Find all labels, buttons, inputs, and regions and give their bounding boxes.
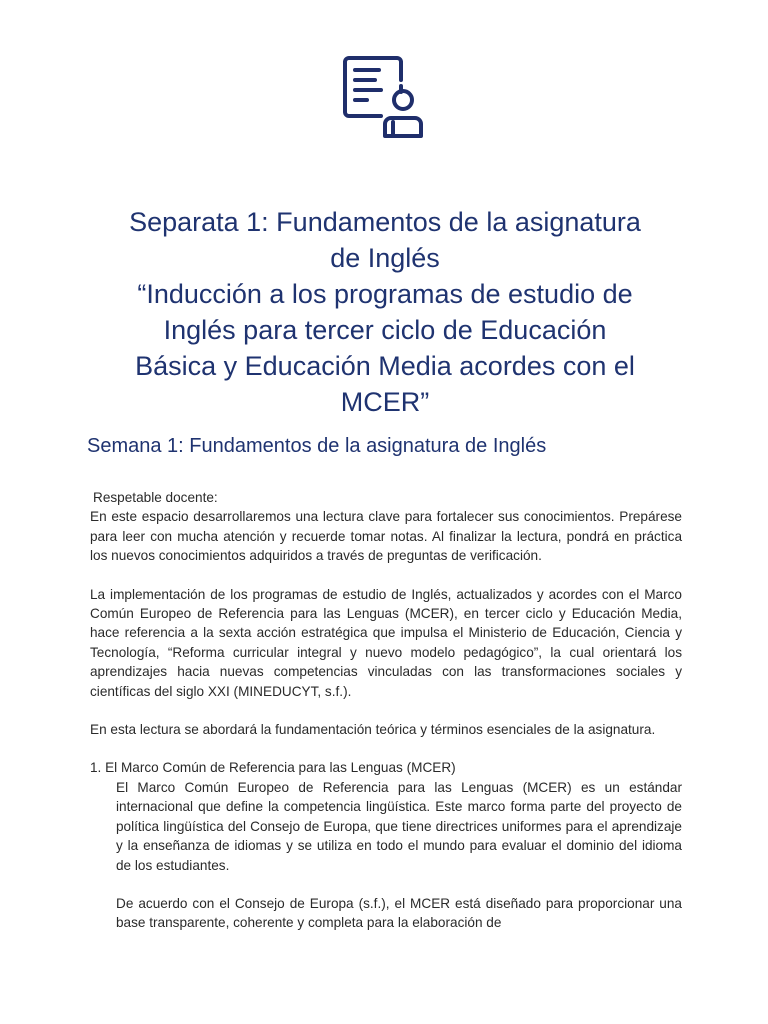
- greeting: Respetable docente:: [93, 490, 218, 505]
- title-line-1: Separata 1: Fundamentos de la asignatura: [129, 207, 641, 237]
- title-line-5: Básica y Educación Media acordes con el: [135, 351, 635, 381]
- document-title: [70, 204, 700, 420]
- section-body-mcer: [90, 778, 682, 933]
- mcer-definition-paragraph: El Marco Común Europeo de Referencia para las Lenguas (MCER) es un estándar internacional que define la competencia lingüística. Este marco forma parte del proyecto de política lingüística del Consejo de Europa, que tiene directrices uniformes para el aprendizaje y la enseñanza de idiomas y se utiliza en todo el mundo para evaluar el dominio del idioma de los estudiantes.: [116, 779, 682, 873]
- reading-scope-paragraph: En esta lectura se abordará la fundamentación teórica y términos esenciales de la asignatura.: [90, 722, 656, 738]
- document-reader-icon: [341, 56, 425, 140]
- title-line-2: de Inglés: [330, 243, 440, 273]
- document-body: [90, 488, 682, 933]
- section-heading-mcer: 1. El Marco Común de Referencia para las Lenguas (MCER): [90, 760, 456, 776]
- mcer-council-paragraph: De acuerdo con el Consejo de Europa (s.f.), el MCER está diseñado para proporcionar una base transparente, coherente y completa para la elaboración de: [116, 895, 682, 931]
- week-subtitle: Semana 1: Fundamentos de la asignatura de Inglés: [87, 435, 547, 457]
- title-line-4: Inglés para tercer ciclo de Educación: [163, 315, 607, 345]
- implementation-paragraph: La implementación de los programas de estudio de Inglés, actualizados y acordes con el Marco Común Europeo de Referencia para las Lenguas (MCER), en tercer ciclo y Educación Media, hace referencia a la sexta acción estratégica que impulsa el Ministerio de Educación, Ciencia y Tecnología, “Reforma curricular integral y nuevo modelo pedagógico”, la cual orientará los aprendizajes hacia nuevas competencias vinculadas con las transformaciones sociales y científicas del siglo XXI (MINEDUCYT, s.f.).: [90, 586, 682, 699]
- title-line-3: “Inducción a los programas de estudio de: [137, 279, 633, 309]
- title-line-6: MCER”: [340, 387, 430, 417]
- intro-paragraph: En este espacio desarrollaremos una lectura clave para fortalecer sus conocimientos. Prepárese para leer con mucha atención y recuerde tomar notas. Al finalizar la lectura, pondrá en práctica los nuevos conocimientos adquiridos a través de preguntas de verificación.: [90, 509, 682, 564]
